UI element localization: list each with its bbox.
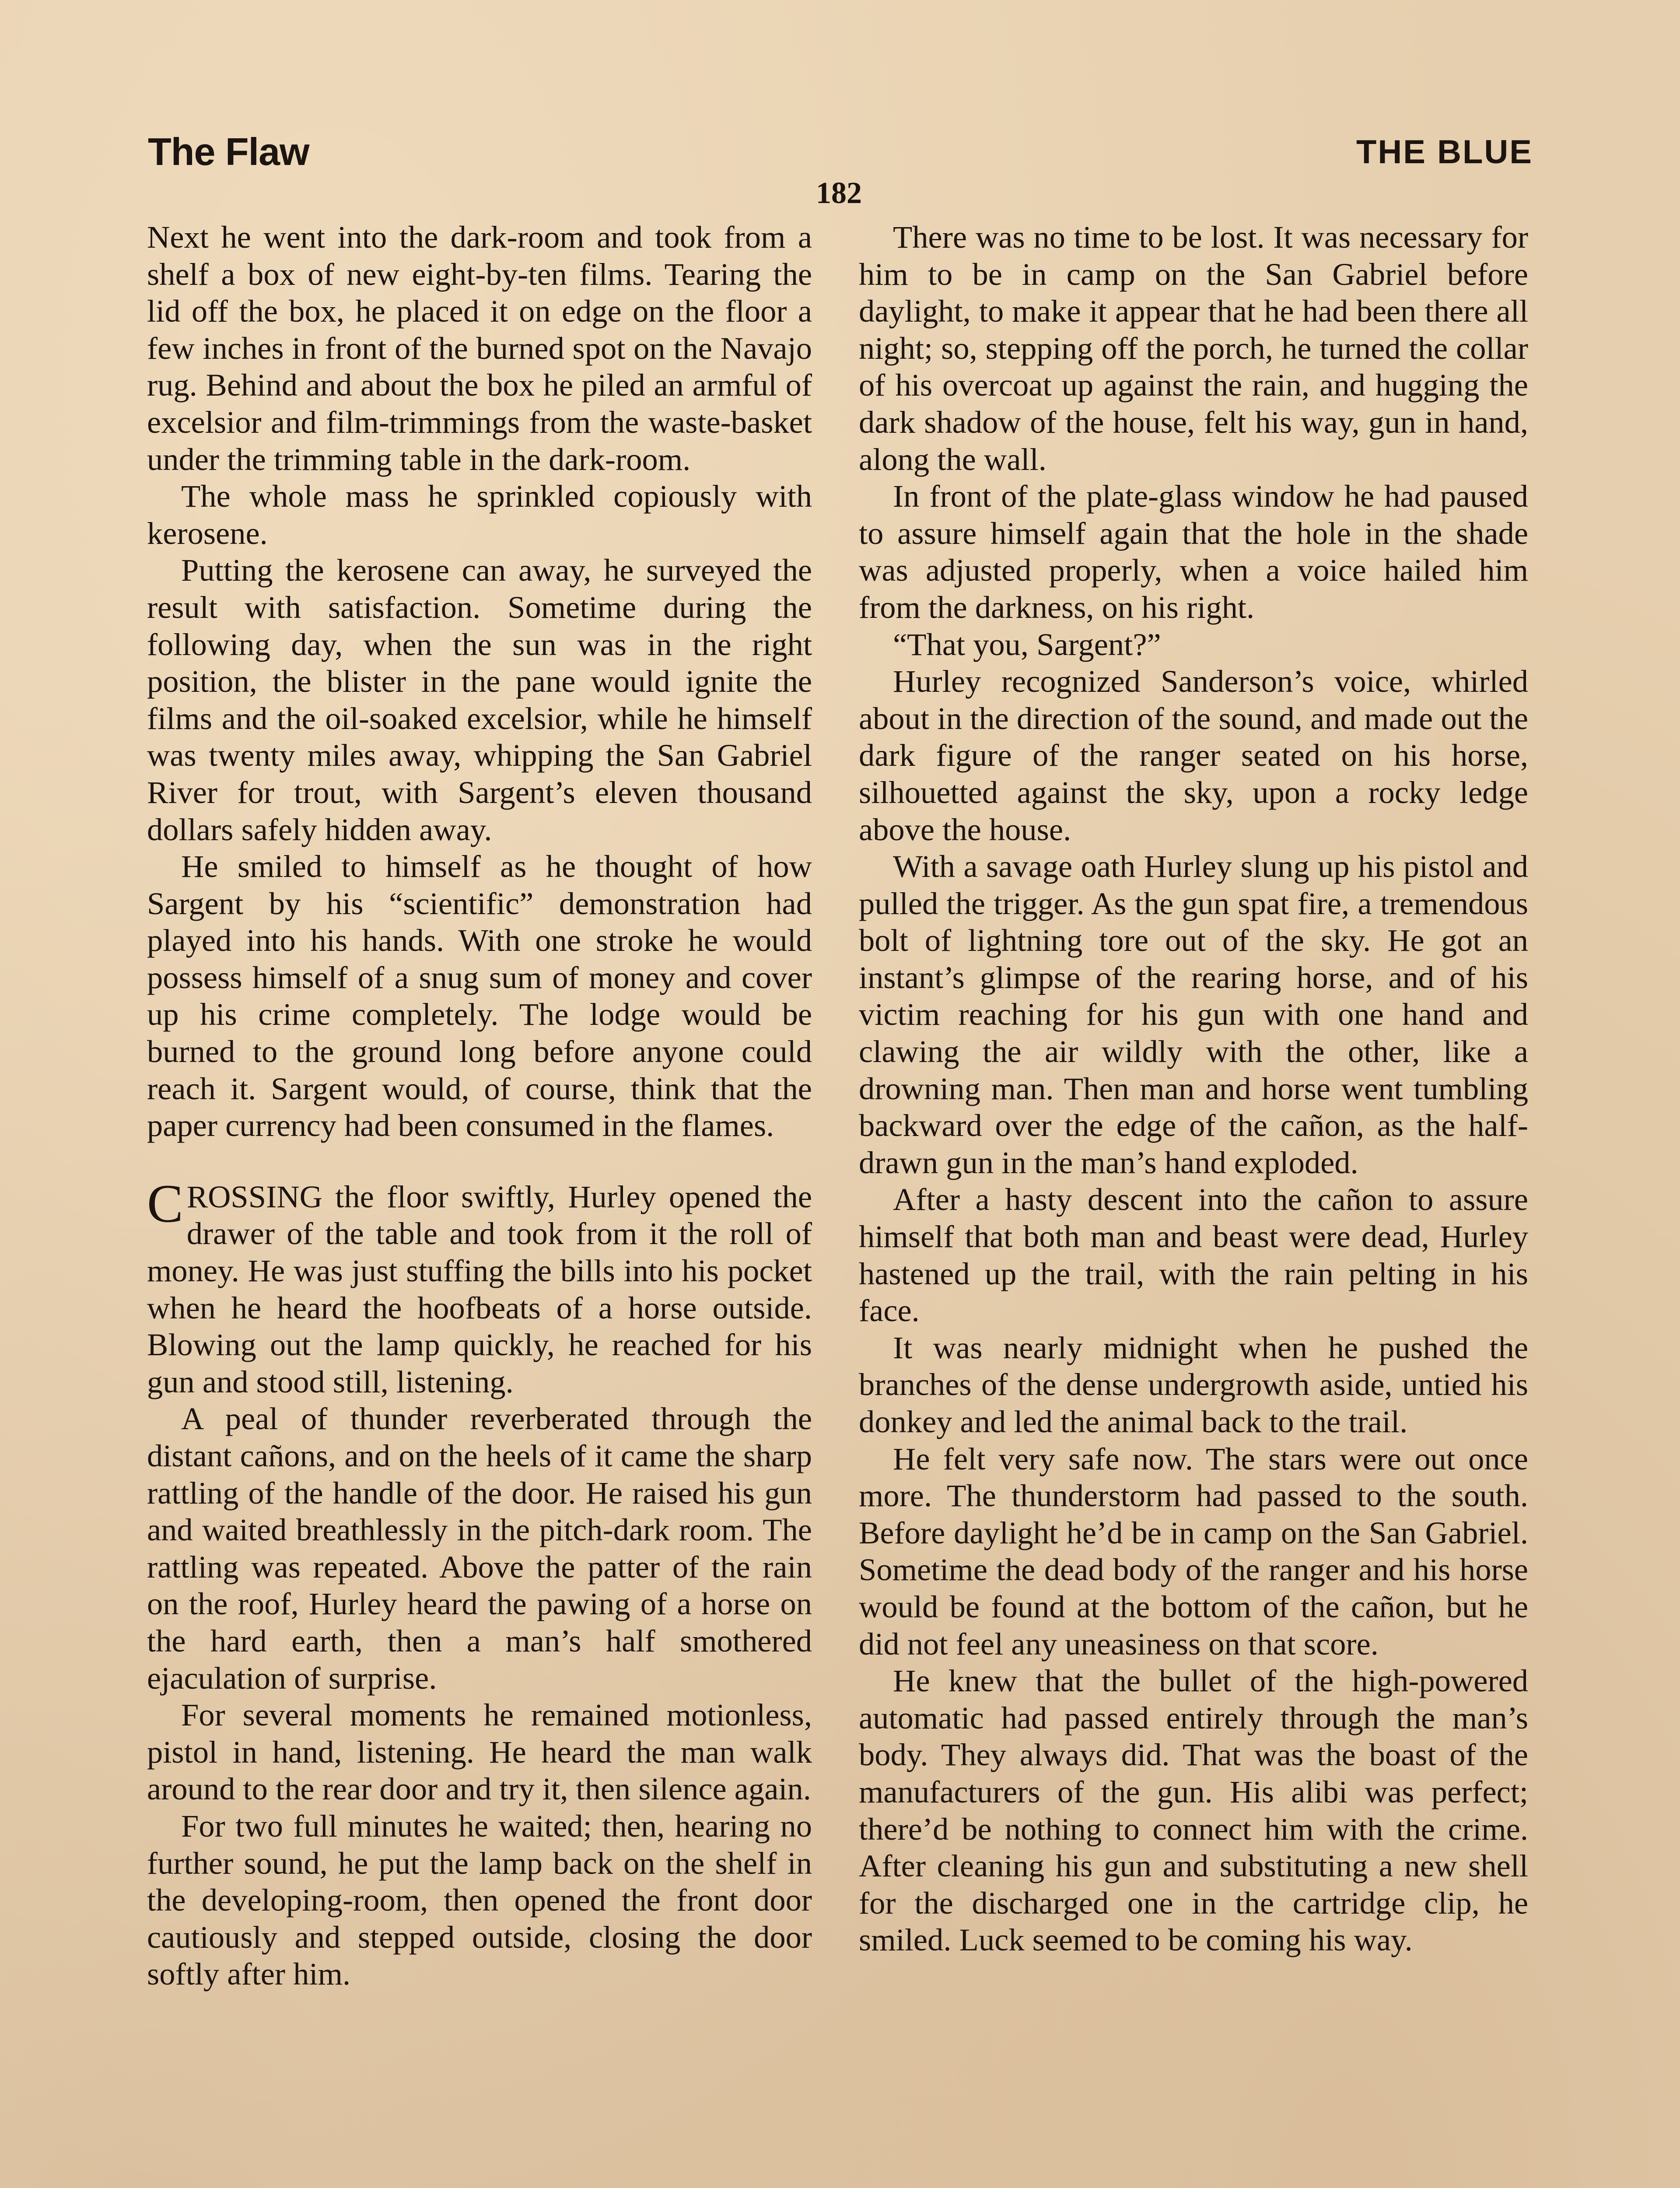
paragraph: He knew that the bullet of the high-powered automatic had passed entirely through the man’s body. They always did. That was the boast of the manufacturers of the gun. His alibi was perfect; there’d be nothing to connect him with the crime. After cleaning his gun and substituting a new shell for the discharged one in the cartridge clip, he smiled. Luck seemed to be coming his way.	[859, 1663, 1528, 1958]
paragraph: There was no time to be lost. It was necessary for him to be in camp on the San Gabriel before daylight, to make it appear that he had been there all night; so, stepping off the porch, he turned the collar of his overcoat up against the rain, and hugging the dark shadow of the house, felt his way, gun in hand, along the wall.	[859, 219, 1528, 477]
paragraph: For two full minutes he waited; then, hearing no further sound, he put the lamp back on the shelf in the developing-room, then opened the front door cautiously and stepped outside, closing the door softly after him.	[147, 1808, 812, 1992]
paragraph: Next he went into the dark-room and took from a shelf a box of new eight-by-ten films. Tearing the lid off the box, he placed it on edge on the floor a few inches in front of the burned spot on the Navajo rug. Behind and about the box he piled an armful of excelsior and film-trimmings from the waste-basket under the trimming table in the dark-room.	[147, 219, 812, 477]
section-opening-paragraph	[147, 1173, 812, 1401]
story-title: The Flaw	[148, 130, 309, 173]
right-column	[859, 219, 1528, 1959]
paragraph: It was nearly midnight when he pushed the branches of the dense undergrowth aside, untied his donkey and led the animal back to the trail.	[859, 1329, 1528, 1439]
paragraph: After a hasty descent into the cañon to assure himself that both man and beast were dead, Hurley hastened up the trail, with the rain pelting in his face.	[859, 1182, 1528, 1329]
paragraph: In front of the plate-glass window he had paused to assure himself again that the hole in the shade was adjusted properly, when a voice hailed him from the darkness, on his right.	[859, 478, 1528, 625]
drop-cap: C	[147, 1173, 183, 1234]
paragraph: The whole mass he sprinkled copiously with kerosene.	[147, 478, 812, 551]
paragraph-text: ROSSING the floor swiftly, Hurley opened the drawer of the table and took from it the roll of money. He was just stuffing the bills into his pocket when he heard the hoofbeats of a horse outside. Blowing out the lamp quickly, he reached for his gun and stood still, listening.	[147, 1178, 812, 1399]
paragraph: He felt very safe now. The stars were out once more. The thunderstorm had passed to the south. Before daylight he’d be in camp on the San Gabriel. Sometime the dead body of the ranger and his horse would be found at the bottom of the cañon, but he did not feel any uneasiness on that score.	[859, 1441, 1528, 1662]
left-column	[147, 219, 812, 1993]
paragraph: Putting the kerosene can away, he surveyed the result with satisfaction. Sometime during the following day, when the sun was in the right position, the blister in the pane would ignite the films and the oil-soaked excelsior, while he himself was twenty miles away, whipping the San Gabriel River for trout, with Sargent’s eleven thousand dollars safely hidden away.	[147, 552, 812, 847]
paragraph: Hurley recognized Sanderson’s voice, whirled about in the direction of the sound, and made out the dark figure of the ranger seated on his horse, silhouetted against the sky, upon a rocky ledge above the house.	[859, 663, 1528, 847]
paragraph: “That you, Sargent?”	[893, 626, 1161, 662]
paragraph: He smiled to himself as he thought of how Sargent by his “scientific” demonstration had played into his hands. With one stroke he would possess himself of a snug sum of money and cover up his crime completely. The lodge would be burned to the ground long before anyone could reach it. Sargent would, of course, think that the paper currency had been consumed in the flames.	[147, 849, 812, 1143]
paragraph: For several moments he remained motionless, pistol in hand, listening. He heard the man walk around to the rear door and try it, then silence again.	[147, 1697, 812, 1807]
paragraph: A peal of thunder reverberated through the distant cañons, and on the heels of it came the sharp rattling of the handle of the door. He raised his gun and waited breathlessly in the pitch-dark room. The rattling was repeated. Above the patter of the rain on the roof, Hurley heard the pawing of a horse on the hard earth, then a man’s half smothered ejaculation of surprise.	[147, 1401, 812, 1696]
page-number: 182	[816, 176, 862, 210]
magazine-title: THE BLUE	[1356, 133, 1533, 171]
paragraph: With a savage oath Hurley slung up his pistol and pulled the trigger. As the gun spat fire, a tremendous bolt of lightning tore out of the sky. He got an instant’s glimpse of the rearing horse, and of his victim reaching for his gun with one hand and clawing the air wildly with the other, like a drowning man. Then man and horse went tumbling backward over the edge of the cañon, as the half-drawn gun in the man’s hand exploded.	[859, 849, 1528, 1180]
